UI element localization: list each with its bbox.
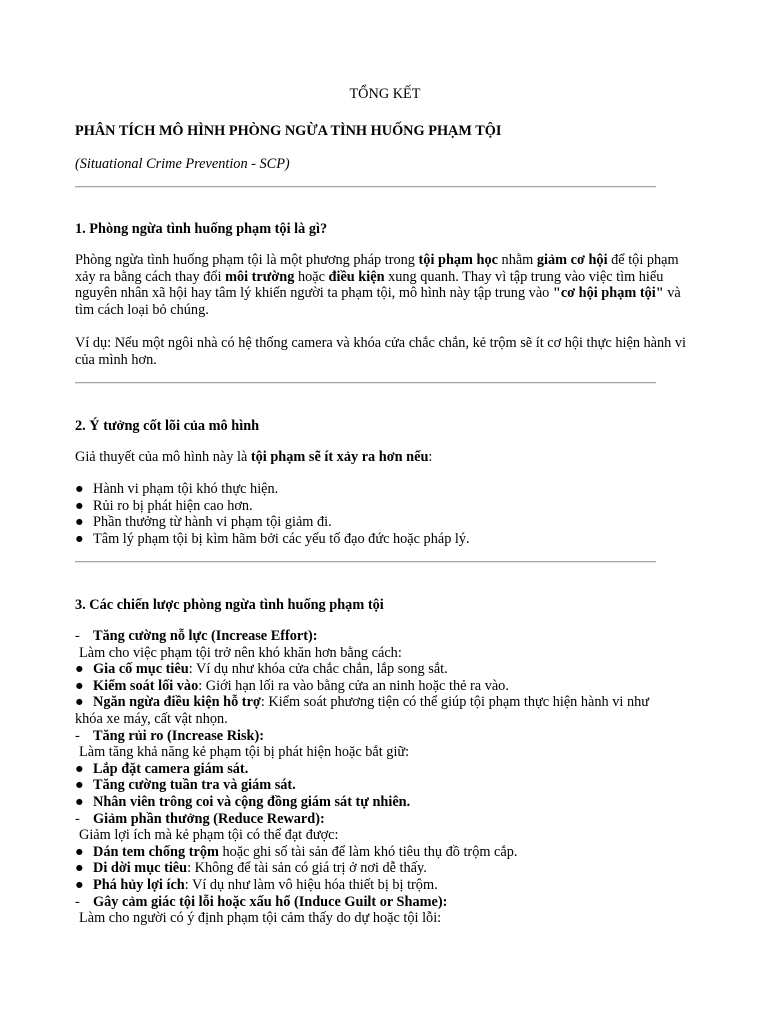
- p1-bold-2: giảm cơ hội: [536, 252, 608, 268]
- list-item: [75, 761, 700, 778]
- strategy-1-title: [75, 628, 700, 645]
- list-item-continuation: khóa xe máy, cất vật nhọn.: [75, 710, 228, 727]
- list-item-text: Phần thưởng từ hành vi phạm tội giảm đi.: [93, 514, 332, 531]
- doc-title: [75, 86, 695, 103]
- list-item: [75, 481, 470, 498]
- list-item-text: : Ví dụ như làm vô hiệu hóa thiết bị bị trộm.: [184, 876, 438, 893]
- p1-bold-5: "cơ hội phạm tội": [552, 285, 664, 302]
- section2-intro: [75, 449, 697, 466]
- list-item-text: : Giới hạn lối ra vào bằng cửa an ninh hoặc thẻ ra vào.: [198, 677, 509, 694]
- strategy-4-intro: Làm cho người có ý định phạm tội cảm thấy do dự hoặc tội lỗi:: [79, 910, 442, 927]
- dash-marker: -: [75, 810, 80, 827]
- strategy-2-title-text: Tăng rủi ro (Increase Risk):: [93, 727, 265, 744]
- list-item: [75, 794, 700, 811]
- p1-bold-3: môi trường: [225, 268, 295, 285]
- strategy-4-title-text: Gây cảm giác tội lỗi hoặc xấu hổ (Induce Guilt or Shame):: [93, 893, 448, 910]
- list-item: [75, 844, 700, 861]
- section2-intro-text-2: :: [428, 449, 433, 465]
- p1-text-4: hoặc: [294, 268, 329, 285]
- section2-heading: 2. Ý tưởng cốt lõi của mô hình: [75, 418, 260, 434]
- list-item: [75, 661, 700, 678]
- strategy-3-title-text: Giảm phần thưởng (Reduce Reward):: [93, 810, 325, 827]
- strategy-4-title: [75, 894, 700, 911]
- bullet-icon: ●: [75, 760, 84, 777]
- list-item: [75, 860, 700, 877]
- bullet-icon: ●: [75, 694, 84, 711]
- p1-text-5: xung quanh. Thay vì tập trung vào việc tìm hiểu nguyên nhân xã hội hay tâm lý khiến người ta phạm tội, mô hình này tập trung vào: [75, 268, 664, 302]
- section1-paragraph-2: Ví dụ: Nếu một ngôi nhà có hệ thống camera và khóa cửa chắc chắn, kẻ trộm sẽ ít cơ hội thực hiện hành vi của mình hơn.: [75, 335, 687, 368]
- strategy-1-title-text: Tăng cường nỗ lực (Increase Effort):: [93, 628, 318, 644]
- list-item-text: hoặc ghi số tài sản để làm khó tiêu thụ đồ trộm cắp.: [218, 843, 518, 860]
- section2-bullet-list: [75, 481, 470, 547]
- section3-heading: 3. Các chiến lược phòng ngừa tình huống phạm tội: [75, 597, 384, 613]
- list-item-text: Hành vi phạm tội khó thực hiện.: [93, 481, 279, 497]
- section2-intro-text-1: Giả thuyết của mô hình này là: [75, 449, 251, 465]
- list-item: [75, 531, 470, 548]
- doc-title-text: TỔNG KẾT: [349, 86, 421, 102]
- p1-text-1: Phòng ngừa tình huống phạm tội là một phương pháp trong: [75, 252, 419, 268]
- section2-intro-bold: tội phạm sẽ ít xảy ra hơn nếu: [250, 449, 429, 465]
- dash-marker: -: [75, 727, 80, 744]
- bullet-icon: ●: [75, 777, 84, 794]
- list-item: [75, 777, 700, 794]
- strategy-2-intro: Làm tăng khả năng kẻ phạm tội bị phát hiện hoặc bắt giữ:: [79, 744, 410, 761]
- list-item-text: Rủi ro bị phát hiện cao hơn.: [93, 497, 253, 514]
- main-title: PHÂN TÍCH MÔ HÌNH PHÒNG NGỪA TÌNH HUỐNG PHẠM TỘI: [75, 123, 502, 139]
- strategy-3-title: [75, 811, 700, 828]
- list-item-bold: Ngăn ngừa điều kiện hỗ trợ: [93, 694, 261, 711]
- list-item-text: Tâm lý phạm tội bị kìm hãm bởi các yếu tố đạo đức hoặc pháp lý.: [93, 530, 470, 547]
- bullet-icon: ●: [75, 843, 84, 860]
- bullet-icon: ●: [75, 661, 84, 678]
- list-item-text: : Kiểm soát phương tiện có thể giúp tội phạm thực hiện hành vi như: [260, 694, 650, 711]
- list-item-text: : Không để tài sản có giá trị ở nơi dễ thấy.: [187, 860, 427, 877]
- bullet-icon: ●: [75, 514, 84, 531]
- dash-marker: -: [75, 628, 80, 644]
- bullet-icon: ●: [75, 677, 84, 694]
- list-item: [75, 678, 700, 695]
- bullet-icon: ●: [75, 860, 84, 877]
- list-item-bold: Nhân viên trông coi và cộng đồng giám sát tự nhiên.: [93, 793, 411, 810]
- p1-bold-4: điều kiện: [328, 268, 385, 285]
- list-item-bold: Phá hủy lợi ích: [93, 876, 185, 893]
- section1-heading: 1. Phòng ngừa tình huống phạm tội là gì?: [75, 221, 328, 237]
- bullet-icon: ●: [75, 497, 84, 514]
- divider-2: [75, 382, 656, 384]
- divider-1: [75, 186, 656, 188]
- subtitle: (Situational Crime Prevention - SCP): [75, 156, 290, 172]
- bullet-icon: ●: [75, 876, 84, 893]
- section1-paragraph-1: [75, 252, 700, 318]
- divider-3: [75, 561, 656, 563]
- list-item: [75, 514, 470, 531]
- list-item-bold: Gia cố mục tiêu: [93, 661, 189, 678]
- dash-marker: -: [75, 893, 80, 910]
- bullet-icon: ●: [75, 793, 84, 810]
- bullet-icon: ●: [75, 530, 84, 547]
- strategy-2-title: [75, 728, 700, 745]
- list-item: [75, 498, 470, 515]
- list-item-text: : Ví dụ như khóa cửa chắc chắn, lắp song sắt.: [188, 661, 448, 678]
- section3-strategies: [75, 628, 700, 927]
- list-item-bold: Tăng cường tuần tra và giám sát.: [93, 777, 296, 794]
- bullet-icon: ●: [75, 481, 84, 497]
- list-item-bold: Di dời mục tiêu: [93, 860, 188, 877]
- list-item-bold: Dán tem chống trộm: [93, 843, 219, 860]
- list-item: [75, 694, 700, 711]
- strategy-1-intro: Làm cho việc phạm tội trở nên khó khăn hơn bằng cách:: [79, 644, 402, 661]
- p1-text-3: để tội phạm xảy ra bằng cách thay đổi: [75, 252, 679, 285]
- p1-text-6: và tìm cách loại bỏ chúng.: [75, 285, 681, 318]
- p1-text-2: nhằm: [497, 252, 537, 268]
- list-item-bold: Kiểm soát lối vào: [93, 677, 199, 694]
- list-item: [75, 877, 700, 894]
- p1-bold-1: tội phạm học: [418, 252, 498, 268]
- strategy-3-intro: Giảm lợi ích mà kẻ phạm tội có thể đạt được:: [79, 827, 339, 844]
- list-item-bold: Lắp đặt camera giám sát.: [93, 760, 249, 777]
